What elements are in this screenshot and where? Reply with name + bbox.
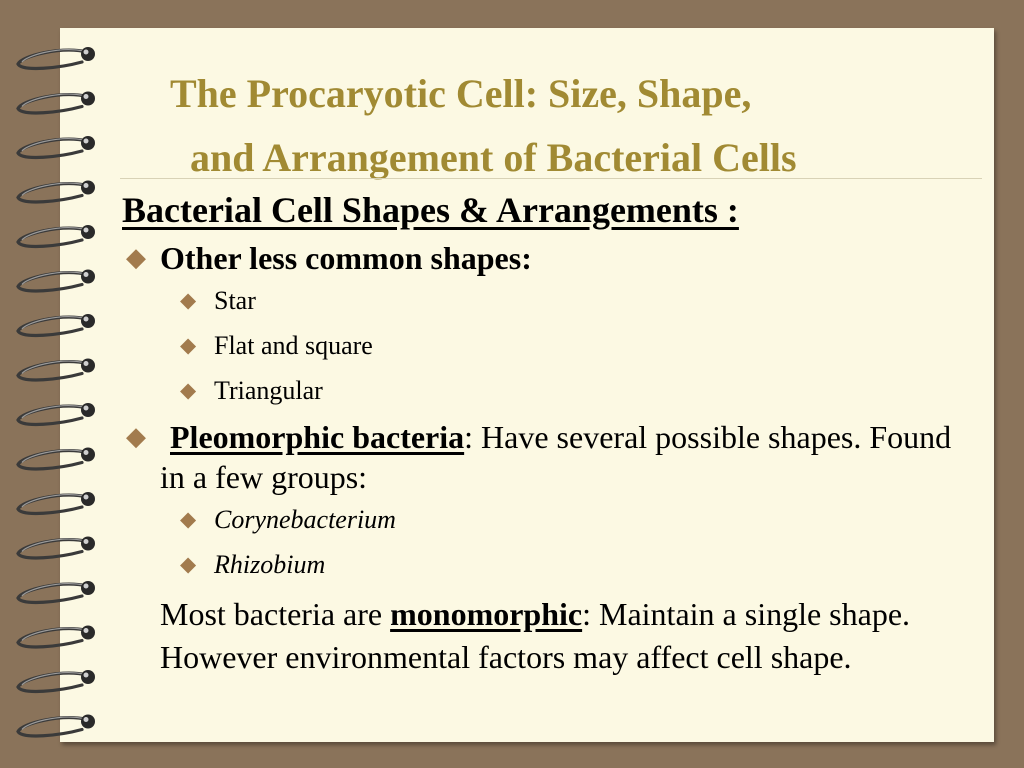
list-item (122, 497, 972, 542)
spiral-ring-icon (18, 451, 88, 469)
spiral-binding (0, 0, 110, 768)
binding-hole (81, 670, 95, 684)
pleomorphic-definition: : Have several possible shapes. Found in a few groups: (160, 419, 952, 495)
spiral-ring-icon (18, 50, 88, 68)
spiral-ring-icon (18, 718, 88, 736)
diamond-bullet-icon: ◆ (180, 507, 197, 531)
list-item-label: Corynebacterium (214, 505, 396, 534)
monomorphic-paragraph (122, 593, 972, 679)
list-item (122, 323, 972, 368)
binding-hole-shine (84, 139, 89, 144)
binding-hole-shine (84, 183, 89, 188)
spiral-ring-icon (18, 362, 88, 380)
spiral-ring-icon (18, 139, 88, 157)
binding-hole-shine (84, 272, 89, 277)
list-item-label: Flat and square (214, 331, 373, 360)
binding-hole (81, 270, 95, 284)
binding-hole (81, 715, 95, 729)
section-heading: Bacterial Cell Shapes & Arrangements : (122, 190, 739, 230)
diamond-bullet-icon: ◆ (126, 243, 146, 272)
binding-hole (81, 448, 95, 462)
binding-hole-shine (84, 228, 89, 233)
pleomorphic-term: Pleomorphic bacteria (170, 419, 465, 455)
spiral-ring-icon (18, 273, 88, 291)
binding-hole (81, 626, 95, 640)
diamond-bullet-icon: ◆ (180, 552, 197, 576)
spiral-ring-icon (18, 673, 88, 691)
binding-hole-shine (84, 717, 89, 722)
spiral-ring-icon (18, 184, 88, 202)
binding-hole-shine (84, 94, 89, 99)
binding-hole (81, 359, 95, 373)
list-item (122, 368, 972, 413)
diamond-bullet-icon: ◆ (126, 422, 146, 451)
binding-hole (81, 581, 95, 595)
binding-hole (81, 314, 95, 328)
binding-hole-shine (84, 584, 89, 589)
slide-title (100, 62, 1024, 190)
bullet-less-common-shapes (122, 238, 972, 278)
binding-hole-shine (84, 539, 89, 544)
binding-hole-shine (84, 495, 89, 500)
spiral-ring-icon (18, 540, 88, 558)
slide-title-line2: and Arrangement of Bacterial Cells (190, 135, 797, 180)
binding-hole (81, 225, 95, 239)
list-item-label: Star (214, 286, 256, 315)
binding-hole (81, 47, 95, 61)
binding-hole-shine (84, 361, 89, 366)
bullet-label: Other less common shapes: (160, 240, 532, 276)
binding-hole-shine (84, 628, 89, 633)
binding-hole (81, 92, 95, 106)
spiral-ring-icon (18, 584, 88, 602)
bullet-pleomorphic (122, 417, 972, 497)
binding-hole (81, 403, 95, 417)
list-item (122, 278, 972, 323)
binding-hole-shine (84, 317, 89, 322)
binding-hole (81, 181, 95, 195)
spiral-ring-icon (18, 495, 88, 513)
spiral-ring-icon (18, 317, 88, 335)
binding-hole-shine (84, 50, 89, 55)
diamond-bullet-icon: ◆ (180, 288, 197, 312)
title-divider (120, 178, 982, 179)
slide-title-line1: The Procaryotic Cell: Size, Shape, (170, 71, 752, 116)
spiral-ring-icon (18, 406, 88, 424)
paragraph-rest: : Maintain a single shape. However environmental factors may affect cell shape. (160, 596, 911, 675)
spiral-ring-icon (18, 95, 88, 113)
diamond-bullet-icon: ◆ (180, 333, 197, 357)
binding-hole (81, 136, 95, 150)
binding-hole-shine (84, 450, 89, 455)
spiral-ring-icon (18, 228, 88, 246)
diamond-bullet-icon: ◆ (180, 378, 197, 402)
list-item-label: Triangular (214, 376, 323, 405)
binding-hole-shine (84, 673, 89, 678)
slide-body (122, 186, 972, 679)
spiral-ring-icon (18, 629, 88, 647)
monomorphic-term: monomorphic (390, 596, 583, 632)
list-item-label: Rhizobium (214, 550, 326, 579)
binding-hole (81, 537, 95, 551)
binding-hole-shine (84, 406, 89, 411)
binding-hole (81, 492, 95, 506)
list-item (122, 542, 972, 587)
paragraph-lead: Most bacteria are (160, 596, 391, 632)
